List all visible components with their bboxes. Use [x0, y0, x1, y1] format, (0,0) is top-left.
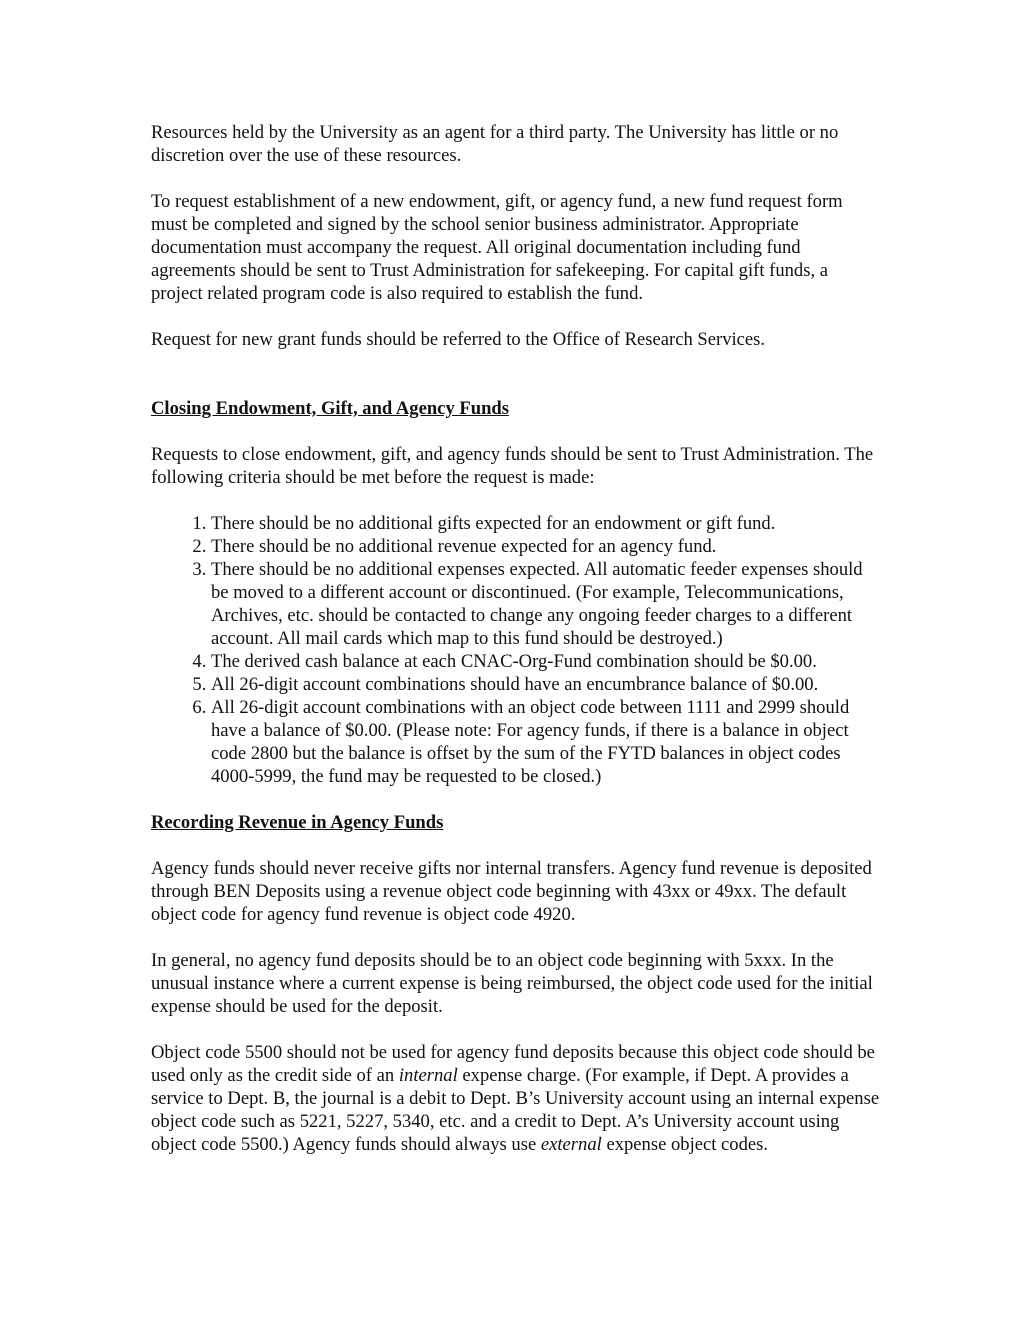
new-fund-request-paragraph: To request establishment of a new endowment, gift, or agency fund, a new fund request form must be completed and signed by the school senior business administrator. Appropriate documentation must accompany the request. All original documentation including fund agreements should be sent to Trust Administration for safekeeping. For capital gift funds, a project related program code is also required to establish the fund. — [151, 191, 843, 304]
closing-funds-heading: Closing Endowment, Gift, and Agency Funds — [151, 398, 510, 419]
object-code-text-c: expense object codes. — [601, 1134, 769, 1155]
internal-emphasis: internal — [398, 1065, 458, 1086]
external-emphasis: external — [540, 1134, 602, 1155]
closing-criteria-list — [151, 512, 881, 788]
criteria-item: 4. The derived cash balance at each CNAC-Org-Fund combination should be $0.00. — [211, 650, 881, 673]
criteria-item: 2. There should be no additional revenue expected for an agency fund. — [211, 535, 881, 558]
closing-intro-paragraph: Requests to close endowment, gift, and agency funds should be sent to Trust Administration. The following criteria should be met before the request is made: — [151, 444, 874, 488]
agency-revenue-paragraph: Agency funds should never receive gifts nor internal transfers. Agency fund revenue is deposited through BEN Deposits using a revenue object code beginning with 43xx or 49xx. The default object code for agency fund revenue is object code 4920. — [151, 858, 872, 925]
object-code-5500-paragraph — [151, 1041, 881, 1156]
agency-definition-paragraph: Resources held by the University as an agent for a third party. The University has little or no discretion over the use of these resources. — [151, 122, 839, 166]
criteria-item: 5. All 26-digit account combinations should have an encumbrance balance of $0.00. — [211, 673, 881, 696]
recording-revenue-heading: Recording Revenue in Agency Funds — [151, 812, 444, 833]
criteria-item: 1. There should be no additional gifts expected for an endowment or gift fund. — [211, 512, 881, 535]
document-page — [151, 121, 881, 1179]
object-code-text-a: Object code 5500 should not be used for agency fund deposits because this object code should be used only as the credit side of an — [151, 1042, 875, 1086]
grant-funds-paragraph: Request for new grant funds should be referred to the Office of Research Services. — [151, 329, 766, 350]
object-code-text-b: expense charge. (For example, if Dept. A provides a service to Dept. B, the journal is a debit to Dept. B’s University account using an internal expense object code such as 5221, 5227, 5340, etc. and a credit to Dept. A’s University account using object code 5500.) Agency funds should always use — [151, 1065, 880, 1155]
criteria-item: 3. There should be no additional expenses expected. All automatic feeder expenses should be moved to a different account or discontinued. (For example, Telecommunications, Archives, etc. should be contacted to change any ongoing feeder charges to a different account. All mail cards which map to this fund should be destroyed.) — [211, 558, 881, 650]
criteria-item: 6. All 26-digit account combinations with an object code between 1111 and 2999 should have a balance of $0.00. (Please note: For agency funds, if there is a balance in object code 2800 but the balance is offset by the sum of the FYTD balances in object codes 4000-5999, the fund may be requested to be closed.) — [211, 696, 881, 788]
agency-deposits-paragraph: In general, no agency fund deposits should be to an object code beginning with 5xxx. In the unusual instance where a current expense is being reimbursed, the object code used for the initial expense should be used for the deposit. — [151, 950, 873, 1017]
